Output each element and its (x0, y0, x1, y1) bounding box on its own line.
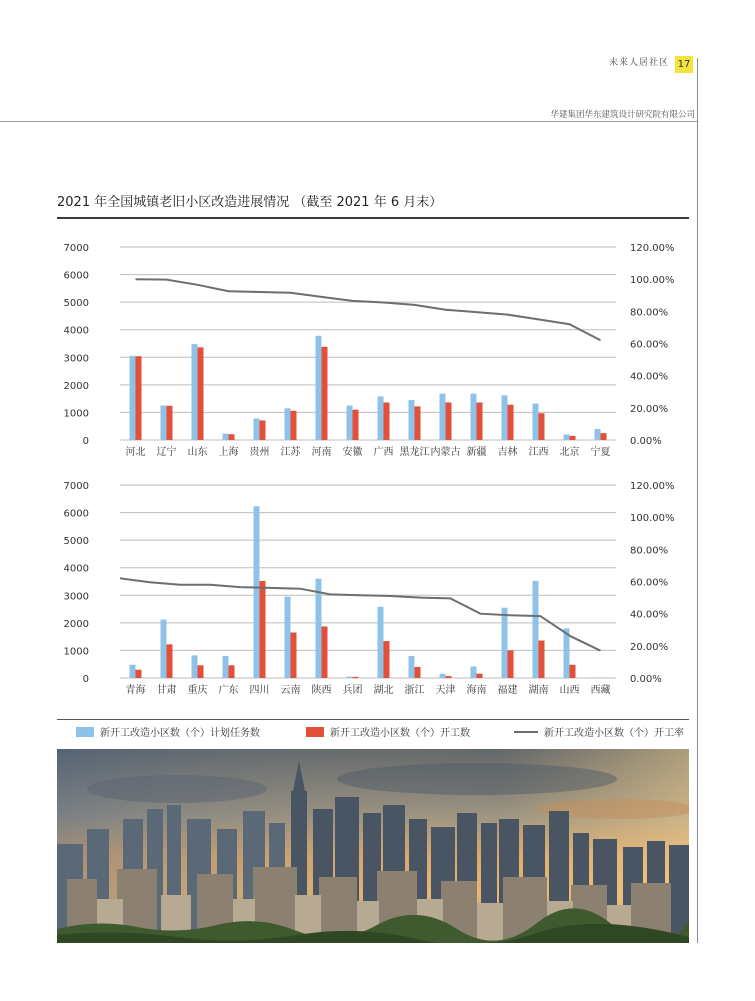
bar-started (136, 356, 142, 440)
chart-title: 2021 年全国城镇老旧小区改造进展情况 （截至 2021 年 6 月末） (57, 195, 443, 210)
bar-planned (471, 394, 477, 440)
bar-planned (440, 674, 446, 678)
y-right-tick-label: 20.00% (630, 403, 669, 415)
x-tick-label: 海南 (466, 685, 487, 696)
x-tick-label: 河南 (311, 447, 332, 458)
bar-started (446, 676, 452, 678)
bar-planned (285, 408, 291, 440)
bar-started (198, 665, 204, 678)
legend-swatch-rate (514, 731, 538, 733)
bar-started (136, 670, 142, 678)
legend-label-started: 新开工改造小区数（个）开工数 (330, 728, 470, 739)
bar-planned (502, 395, 508, 440)
x-tick-label: 西藏 (590, 685, 611, 696)
rate-line (136, 279, 601, 340)
y-left-tick-label: 7000 (63, 243, 89, 254)
page-number: 17 (675, 56, 693, 73)
bar-started (260, 581, 266, 678)
bar-planned (316, 579, 322, 678)
y-left-tick-label: 6000 (63, 270, 89, 282)
x-tick-label: 贵州 (249, 447, 270, 458)
title-divider (57, 217, 689, 219)
bar-planned (161, 620, 167, 678)
y-left-tick-label: 3000 (63, 353, 89, 365)
bar-started (167, 644, 173, 678)
bar-started (539, 413, 545, 440)
y-right-tick-label: 100.00% (630, 513, 675, 525)
x-tick-label: 湖南 (528, 685, 549, 696)
y-right-tick-label: 0.00% (630, 674, 662, 685)
bar-planned (378, 607, 384, 678)
bar-started (508, 650, 514, 678)
x-tick-label: 云南 (280, 685, 301, 696)
bar-started (570, 436, 576, 440)
x-tick-label: 江苏 (280, 447, 301, 458)
y-left-tick-label: 6000 (63, 508, 89, 520)
bar-started (539, 641, 545, 678)
bar-started (353, 677, 359, 678)
legend-label-planned: 新开工改造小区数（个）计划任务数 (100, 728, 260, 739)
bar-started (322, 626, 328, 678)
bar-started (353, 410, 359, 440)
chart-legend (0, 724, 755, 742)
bar-planned (254, 418, 260, 440)
bar-planned (564, 434, 570, 440)
y-right-tick-label: 20.00% (630, 641, 669, 653)
y-right-tick-label: 120.00% (630, 481, 675, 492)
bar-started (291, 411, 297, 440)
section-label: 未来人居社区 (608, 58, 669, 68)
legend-item-rate (514, 724, 684, 739)
bar-planned (347, 406, 353, 440)
legend-label-rate: 新开工改造小区数（个）开工率 (544, 728, 684, 739)
chart-bottom (0, 472, 755, 702)
bar-planned (378, 396, 384, 440)
x-tick-label: 甘肃 (156, 685, 177, 696)
x-tick-label: 青海 (125, 685, 146, 696)
bar-started (229, 434, 235, 440)
x-tick-label: 重庆 (187, 685, 208, 696)
y-left-tick-label: 1000 (63, 408, 89, 420)
y-right-tick-label: 120.00% (630, 243, 675, 254)
bar-planned (223, 434, 229, 440)
y-left-tick-label: 5000 (63, 298, 89, 310)
y-right-tick-label: 40.00% (630, 371, 669, 383)
x-tick-label: 黑龙江 (399, 447, 430, 458)
y-left-tick-label: 4000 (63, 325, 89, 337)
bar-started (167, 406, 173, 440)
x-tick-label: 陕西 (311, 685, 332, 696)
legend-item-planned (76, 724, 260, 739)
bar-planned (409, 656, 415, 678)
cityscape-photo (57, 749, 689, 943)
y-right-tick-label: 60.00% (630, 339, 669, 351)
cityscape-illustration (57, 749, 689, 943)
bar-planned (595, 429, 601, 440)
x-tick-label: 江西 (528, 447, 549, 458)
bar-planned (285, 597, 291, 678)
bar-planned (130, 356, 136, 440)
bar-started (601, 433, 607, 440)
bar-planned (409, 400, 415, 440)
y-left-tick-label: 1000 (63, 646, 89, 658)
bar-planned (254, 506, 260, 678)
bar-started (415, 667, 421, 678)
rate-line (120, 578, 601, 650)
bar-started (477, 674, 483, 678)
bar-planned (502, 608, 508, 678)
y-right-tick-label: 0.00% (630, 436, 662, 447)
x-tick-label: 北京 (559, 447, 580, 458)
legend-item-started (306, 724, 470, 739)
y-right-tick-label: 80.00% (630, 545, 669, 557)
y-left-tick-label: 2000 (63, 618, 89, 630)
x-tick-label: 宁夏 (590, 447, 611, 458)
bar-started (508, 405, 514, 440)
publisher-name: 华建集团华东建筑设计研究院有限公司 (550, 110, 695, 120)
bar-planned (533, 581, 539, 678)
bar-started (291, 633, 297, 678)
x-tick-label: 新疆 (466, 447, 487, 458)
bar-planned (192, 655, 198, 678)
x-tick-label: 辽宁 (156, 447, 177, 458)
y-left-tick-label: 0 (82, 674, 89, 685)
bar-planned (161, 406, 167, 440)
y-left-tick-label: 7000 (63, 481, 89, 492)
bar-started (322, 347, 328, 440)
y-right-tick-label: 60.00% (630, 577, 669, 589)
bar-planned (130, 665, 136, 678)
bar-started (415, 406, 421, 440)
bar-planned (347, 677, 353, 678)
header-divider (0, 121, 697, 122)
y-left-tick-label: 3000 (63, 591, 89, 603)
x-tick-label: 天津 (435, 685, 456, 696)
x-tick-label: 四川 (249, 685, 270, 696)
y-right-tick-label: 40.00% (630, 609, 669, 621)
legend-divider (57, 719, 689, 720)
bar-started (198, 347, 204, 440)
bar-planned (533, 404, 539, 440)
bar-started (384, 641, 390, 678)
bar-started (477, 403, 483, 440)
bar-started (384, 403, 390, 440)
bar-planned (440, 394, 446, 440)
x-tick-label: 上海 (218, 447, 239, 458)
x-tick-label: 内蒙古 (430, 447, 461, 458)
x-tick-label: 山西 (559, 685, 580, 696)
chart-top (0, 233, 755, 465)
x-tick-label: 湖北 (373, 685, 394, 696)
y-left-tick-label: 5000 (63, 536, 89, 548)
bar-planned (595, 677, 601, 678)
x-tick-label: 浙江 (404, 685, 425, 696)
x-tick-label: 广西 (373, 447, 394, 458)
bar-started (446, 403, 452, 440)
bar-started (229, 665, 235, 678)
bar-started (260, 420, 266, 440)
bar-planned (316, 336, 322, 440)
y-right-tick-label: 80.00% (630, 307, 669, 319)
legend-swatch-started (306, 727, 324, 737)
bar-started (570, 665, 576, 678)
x-tick-label: 福建 (497, 685, 518, 696)
bar-planned (471, 666, 477, 678)
bar-planned (192, 344, 198, 440)
x-tick-label: 兵团 (342, 685, 363, 696)
y-left-tick-label: 0 (82, 436, 89, 447)
legend-swatch-planned (76, 727, 94, 737)
y-left-tick-label: 4000 (63, 563, 89, 575)
y-right-tick-label: 100.00% (630, 275, 675, 287)
x-tick-label: 安徽 (342, 447, 363, 458)
x-tick-label: 山东 (187, 447, 208, 458)
x-tick-label: 吉林 (497, 447, 518, 458)
x-tick-label: 河北 (125, 447, 146, 458)
y-left-tick-label: 2000 (63, 380, 89, 392)
bar-planned (223, 656, 229, 678)
x-tick-label: 广东 (218, 685, 239, 696)
